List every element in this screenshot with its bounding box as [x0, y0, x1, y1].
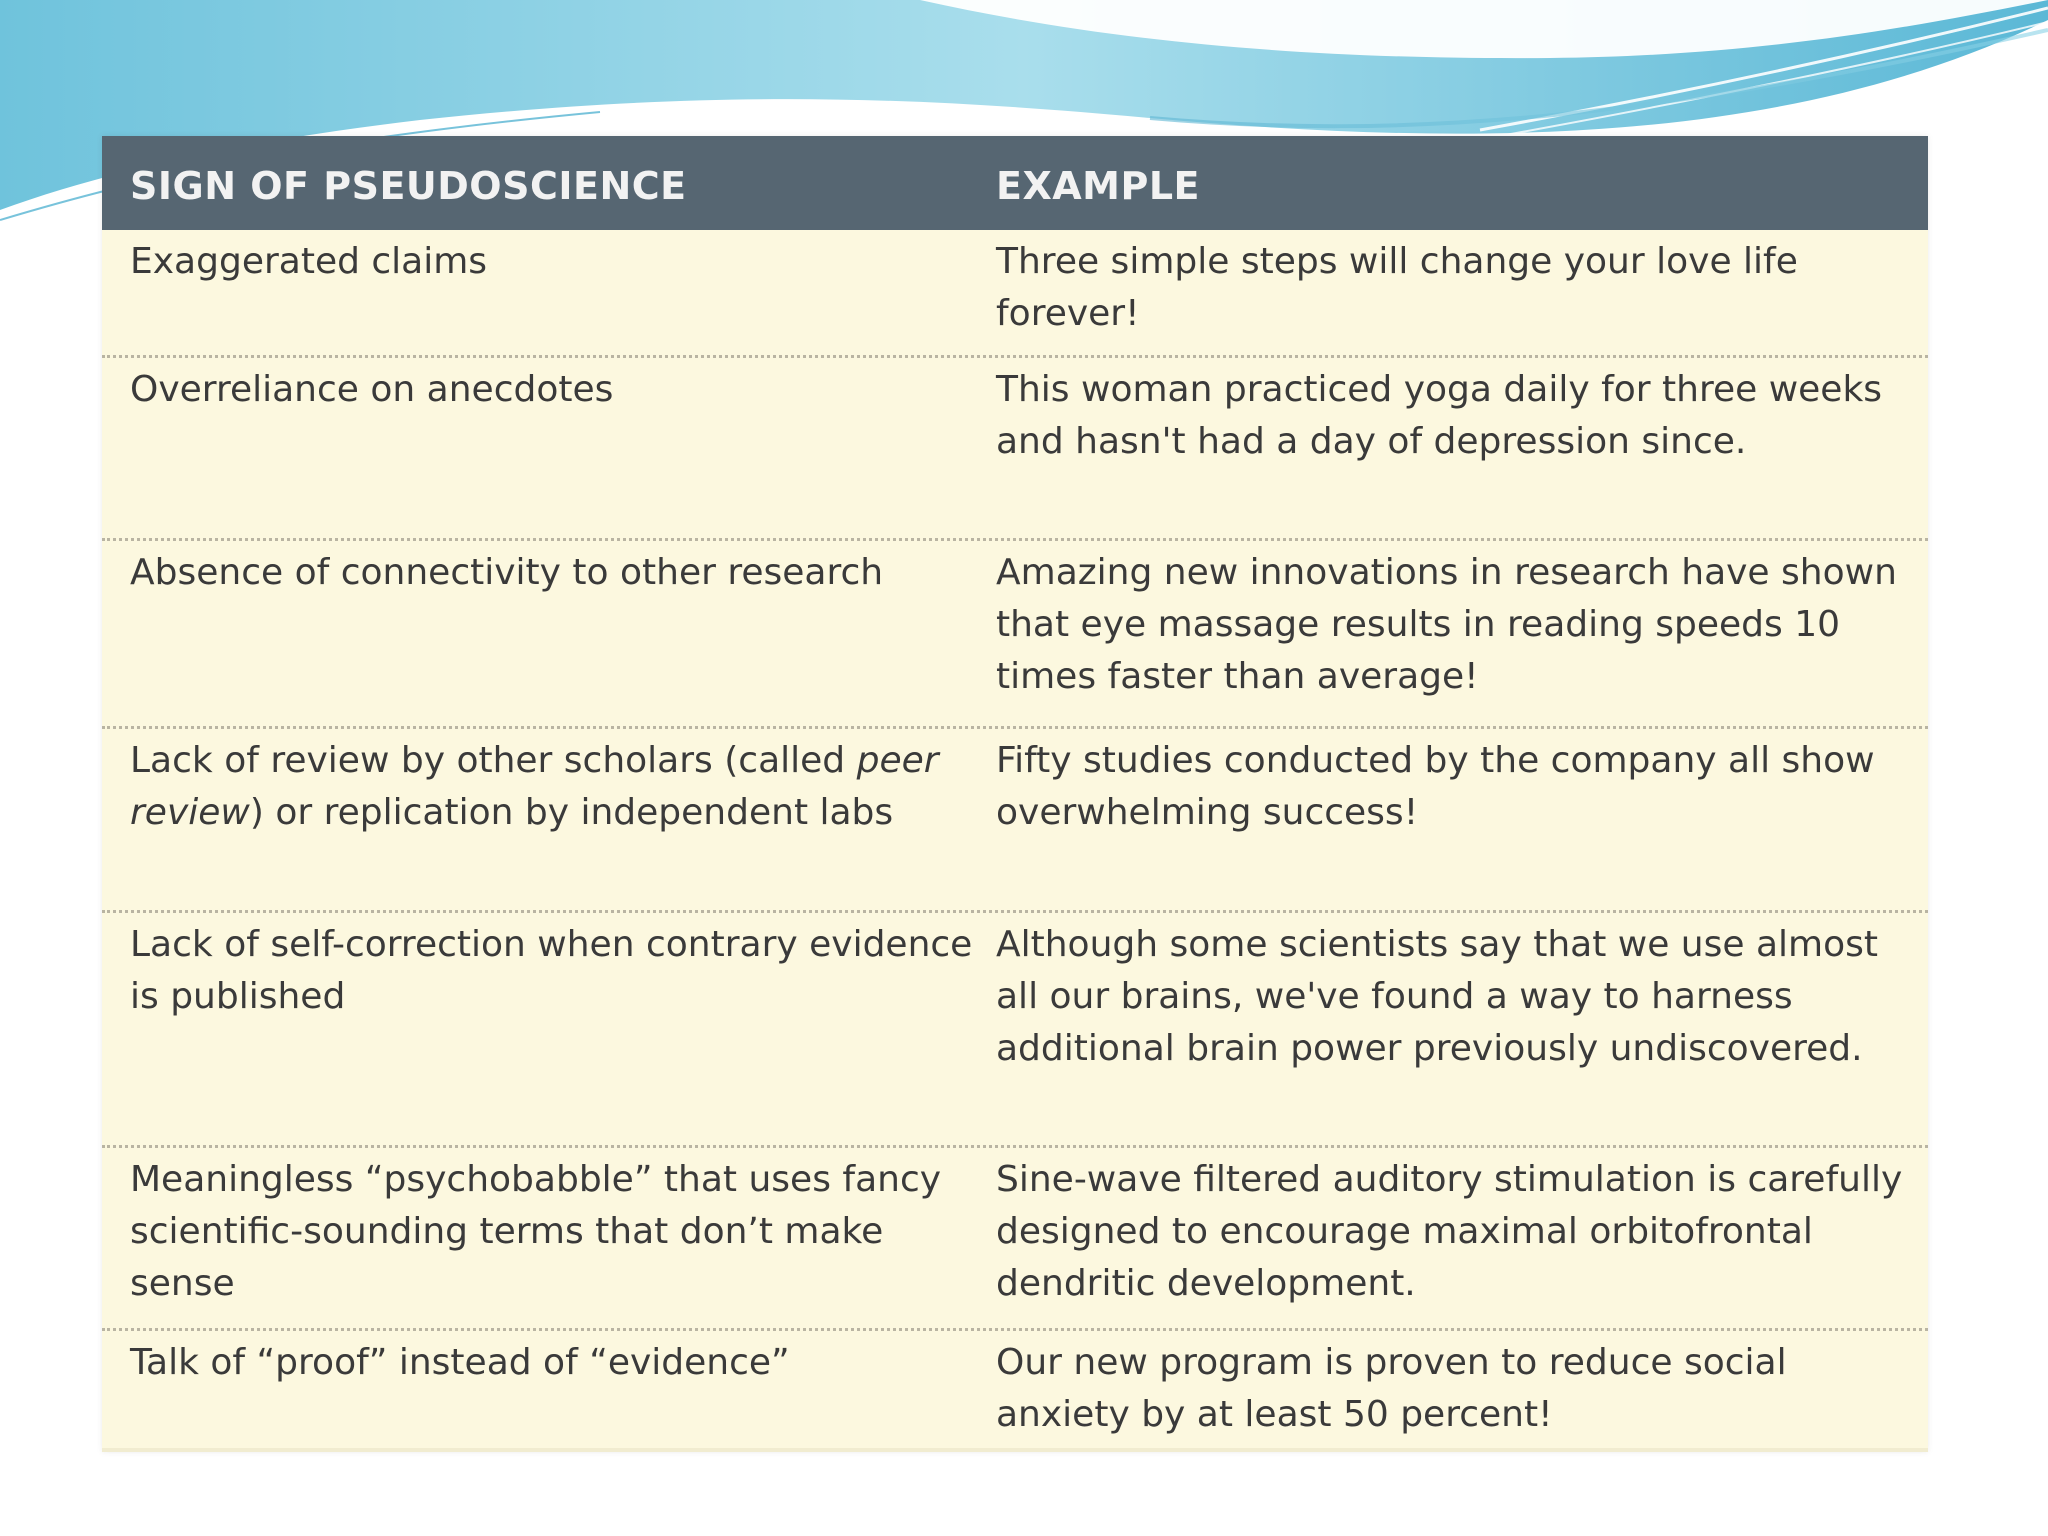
sign-cell: Meaningless “psychobabble” that uses fancy scientific-sounding terms that don’t make sense — [130, 1159, 942, 1304]
table-bottom-edge — [102, 1448, 1928, 1452]
example-cell: Fifty studies conducted by the company all show overwhelming success! — [996, 740, 1875, 833]
table-row — [102, 1331, 1928, 1463]
example-cell: Sine-wave filtered auditory stimulation is carefully designed to encourage maximal orbitofrontal dendritic development. — [996, 1159, 1903, 1304]
example-cell: Our new program is proven to reduce social anxiety by at least 50 percent! — [996, 1342, 1787, 1435]
table-row — [102, 541, 1928, 729]
header-sign-of-pseudoscience: SIGN OF PSEUDOSCIENCE — [130, 164, 687, 208]
sign-cell: Lack of self-correction when contrary evidence is published — [130, 924, 973, 1017]
peer-review-term: peer review — [130, 740, 939, 833]
header-example: EXAMPLE — [996, 164, 1201, 208]
sign-cell: Absence of connectivity to other research — [130, 552, 884, 593]
sign-text-part: ) or replication by independent labs — [249, 792, 894, 833]
sign-cell — [102, 729, 986, 910]
table-row — [102, 1148, 1928, 1331]
example-cell: This woman practiced yoga daily for three weeks and hasn't had a day of depression since. — [996, 369, 1883, 462]
table-row — [102, 230, 1928, 358]
sign-cell: Overreliance on anecdotes — [130, 369, 614, 410]
example-cell: Three simple steps will change your love life forever! — [996, 241, 1798, 334]
sign-cell: Exaggerated claims — [130, 241, 488, 282]
sign-cell: Talk of “proof” instead of “evidence” — [130, 1342, 790, 1383]
table-row — [102, 913, 1928, 1148]
example-cell: Amazing new innovations in research have shown that eye massage results in reading speeds 10 times faster than average! — [996, 552, 1897, 697]
table-row — [102, 729, 1928, 913]
table-header — [102, 136, 1928, 230]
sign-text-part: Lack of review by other scholars (called — [130, 740, 857, 781]
pseudoscience-table — [102, 136, 1928, 1452]
example-cell: Although some scientists say that we use almost all our brains, we've found a way to harness additional brain power previously undiscovered. — [996, 924, 1878, 1069]
table-row — [102, 358, 1928, 541]
